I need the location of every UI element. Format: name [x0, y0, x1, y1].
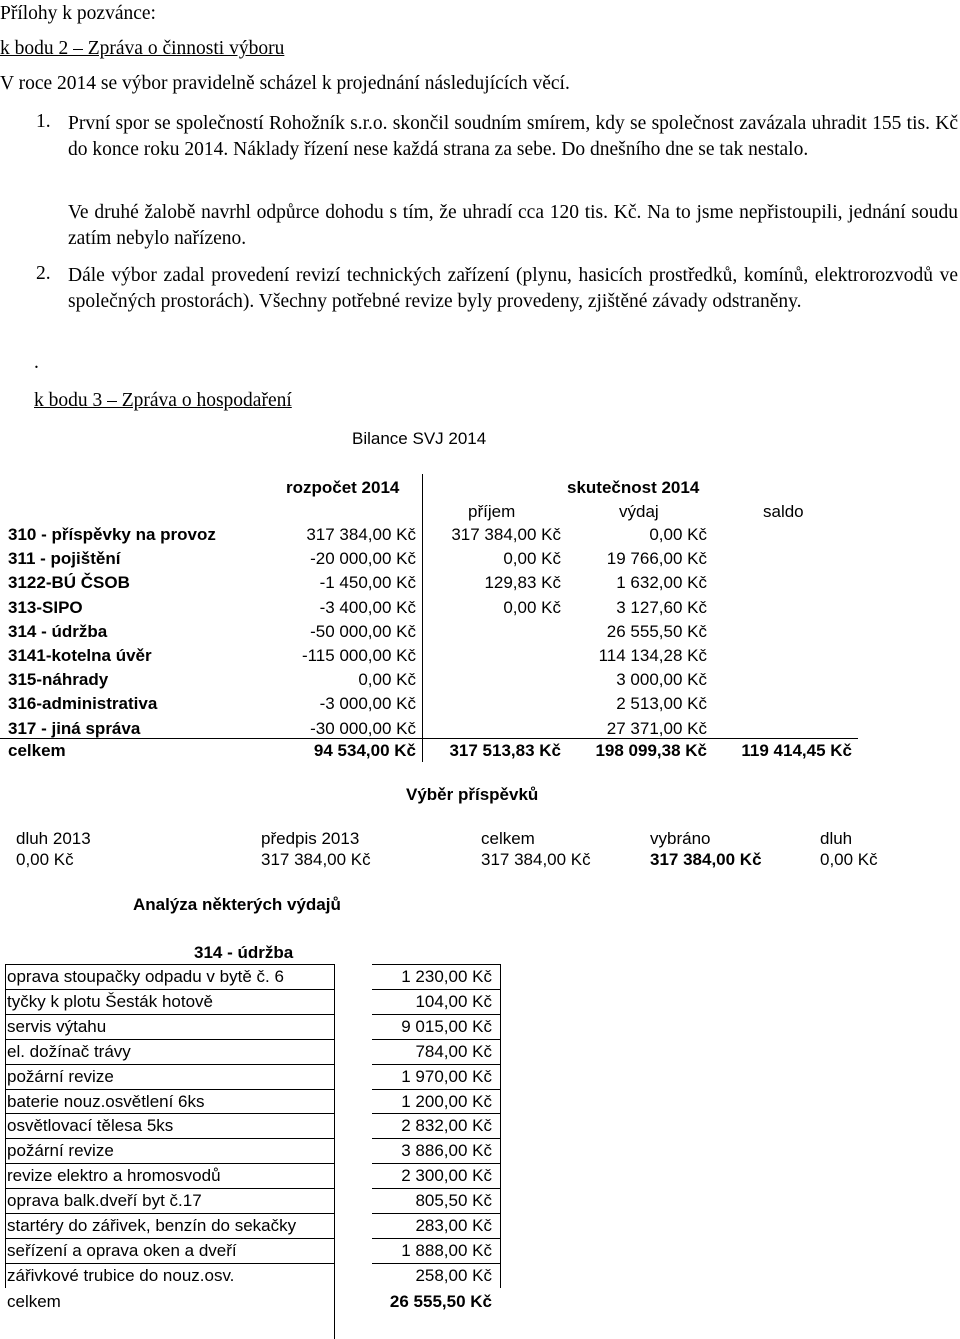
bilance-row-label: 3141-kotelna úvěr: [8, 646, 152, 665]
col-expense-header: výdaj: [619, 502, 659, 521]
bilance-row-expense: 2 513,00 Kč: [616, 694, 707, 713]
analyza-total-value: 26 555,50 Kč: [389, 1292, 492, 1311]
section2-heading: k bodu 2 – Zpráva o činnosti výboru: [0, 38, 285, 59]
bilance-row-expense: 3 000,00 Kč: [616, 670, 707, 689]
bilance-row-expense: 19 766,00 Kč: [606, 549, 707, 568]
analyza-item-name: tyčky k plotu Šesták hotově: [7, 992, 213, 1011]
bilance-row-budget: 0,00 Kč: [358, 670, 416, 689]
vyber-header: předpis 2013: [261, 829, 360, 848]
total-label: celkem: [8, 741, 66, 760]
vyber-header: celkem: [481, 829, 535, 848]
col-saldo-header: saldo: [763, 502, 804, 521]
vyber-value: 317 384,00 Kč: [481, 850, 591, 869]
page-title: Přílohy k pozvánce:: [0, 3, 156, 24]
bilance-row-expense: 27 371,00 Kč: [606, 719, 707, 738]
bilance-row-expense: 114 134,28 Kč: [598, 646, 707, 665]
bilance-row-income: 0,00 Kč: [503, 549, 561, 568]
analyza-subtitle: 314 - údržba: [194, 943, 294, 962]
item-number: 2.: [36, 263, 51, 284]
analyza-total-row: [7, 1289, 493, 1314]
analyza-item-value: 283,00 Kč: [415, 1216, 492, 1235]
analyza-row: [7, 1064, 493, 1089]
item-text: První spor se společností Rohožník s.r.o. skončil soudním smírem, kdy se společnost zavázala uhradit 155 tis. Kč do konce roku 2014. Náklady řízení nese každá strana za sebe. Do dnešního dne se tak nestalo.: [68, 113, 958, 160]
bilance-row-expense: 0,00 Kč: [649, 525, 707, 544]
bilance-row-label: 315-náhrady: [8, 670, 109, 689]
table-divider: [422, 474, 423, 762]
analyza-row: [7, 1014, 493, 1039]
analyza-item-name: el. dožínač trávy: [7, 1042, 131, 1061]
bilance-row-income: 0,00 Kč: [503, 598, 561, 617]
total-income: 317 513,83 Kč: [449, 741, 561, 760]
analyza-row: [7, 1263, 493, 1288]
item-number: 1.: [36, 111, 51, 132]
bilance-row-label: 317 - jiná správa: [8, 719, 141, 738]
analyza-row: [7, 964, 493, 989]
bilance-row-income: 129,83 Kč: [484, 573, 561, 592]
analyza-item-name: oprava stoupačky odpadu v bytě č. 6: [7, 967, 284, 986]
vyber-value: 317 384,00 Kč: [650, 850, 762, 869]
analyza-item-value: 2 832,00 Kč: [401, 1116, 492, 1135]
analyza-item-name: startéry do zářivek, benzín do sekačky: [7, 1216, 297, 1235]
analyza-row: [7, 1163, 493, 1188]
analyza-item-value: 2 300,00 Kč: [401, 1166, 492, 1185]
bilance-row-budget: -3 000,00 Kč: [319, 694, 416, 713]
bilance-row-budget: -3 400,00 Kč: [319, 598, 416, 617]
bilance-row-label: 311 - pojištění: [8, 549, 121, 568]
analyza-item-value: 1 230,00 Kč: [401, 967, 492, 986]
analyza-item-value: 1 888,00 Kč: [401, 1241, 492, 1260]
bilance-row-budget: -30 000,00 Kč: [310, 719, 416, 738]
analyza-row: [7, 1213, 493, 1238]
bilance-row-income: 317 384,00 Kč: [451, 525, 561, 544]
bilance-row-budget: -20 000,00 Kč: [310, 549, 416, 568]
intro-text: V roce 2014 se výbor pravidelně scházel k projednání následujících věcí.: [0, 73, 570, 94]
item-subtext: Ve druhé žalobě navrhl odpůrce dohodu s tím, že uhradí cca 120 tis. Kč. Na to jsme nepřistoupili, jednání soudu zatím nebylo nařízeno.: [68, 202, 958, 249]
analyza-item-name: baterie nouz.osvětlení 6ks: [7, 1092, 205, 1111]
bilance-row-label: 314 - údržba: [8, 622, 108, 641]
total-expense: 198 099,38 Kč: [595, 741, 707, 760]
analyza-total-label: celkem: [7, 1292, 61, 1311]
analyza-item-name: zářivkové trubice do nouz.osv.: [7, 1266, 235, 1285]
vyber-header: dluh 2013: [16, 829, 91, 848]
vyber-value: 0,00 Kč: [16, 850, 74, 869]
analyza-row: [7, 1089, 493, 1114]
col-actual-header: skutečnost 2014: [567, 478, 700, 497]
analyza-item-value: 1 970,00 Kč: [401, 1067, 492, 1086]
analyza-row: [7, 1113, 493, 1138]
analyza-item-value: 784,00 Kč: [415, 1042, 492, 1061]
bilance-row-budget: -1 450,00 Kč: [319, 573, 416, 592]
analyza-row: [7, 1138, 493, 1163]
bilance-row-expense: 1 632,00 Kč: [616, 573, 707, 592]
bilance-row-label: 3122-BÚ ČSOB: [8, 573, 130, 592]
stray-dot: .: [34, 352, 39, 373]
bilance-row-label: 310 - příspěvky na provoz: [8, 525, 216, 544]
bilance-row-budget: -115 000,00 Kč: [301, 646, 416, 665]
bilance-row-expense: 26 555,50 Kč: [606, 622, 707, 641]
analyza-item-name: servis výtahu: [7, 1017, 107, 1036]
analyza-row: [7, 989, 493, 1014]
vyber-value: 0,00 Kč: [820, 850, 878, 869]
total-budget: 94 534,00 Kč: [313, 741, 416, 760]
analyza-item-name: revize elektro a hromosvodů: [7, 1166, 221, 1185]
item-text: Dále výbor zadal provedení revizí technických zařízení (plynu, hasicích prostředků, komínů, elektrorozvodů ve společných prostorách). Všechny potřebné revize byly provedeny, zjištěné závady odstraněny.: [68, 265, 958, 312]
bilance-row-budget: 317 384,00 Kč: [306, 525, 416, 544]
bilance-row-budget: -50 000,00 Kč: [310, 622, 416, 641]
bilance-row-label: 313-SIPO: [8, 598, 83, 617]
analyza-row: [7, 1039, 493, 1064]
col-income-header: příjem: [468, 502, 516, 521]
analyza-item-value: 9 015,00 Kč: [401, 1017, 492, 1036]
section3-heading: k bodu 3 – Zpráva o hospodaření: [34, 390, 292, 411]
analyza-row: [7, 1188, 493, 1213]
vyber-title: Výběr příspěvků: [406, 785, 539, 804]
analyza-title: Analýza některých výdajů: [133, 895, 341, 914]
analyza-item-value: 104,00 Kč: [415, 992, 492, 1011]
analyza-item-name: oprava balk.dveří byt č.17: [7, 1191, 202, 1210]
vyber-header: vybráno: [650, 829, 711, 848]
vyber-header: dluh: [820, 829, 853, 848]
analyza-item-value: 3 886,00 Kč: [401, 1141, 492, 1160]
analyza-item-value: 1 200,00 Kč: [401, 1092, 492, 1111]
analyza-item-value: 805,50 Kč: [415, 1191, 492, 1210]
analyza-item-name: požární revize: [7, 1067, 114, 1086]
col-budget-header: rozpočet 2014: [286, 478, 400, 497]
analyza-item-name: požární revize: [7, 1141, 114, 1160]
analyza-item-name: osvětlovací tělesa 5ks: [7, 1116, 174, 1135]
bilance-row-expense: 3 127,60 Kč: [616, 598, 707, 617]
analyza-item-value: 258,00 Kč: [415, 1266, 492, 1285]
analyza-row: [7, 1238, 493, 1263]
bilance-title: Bilance SVJ 2014: [352, 429, 487, 448]
bilance-row-label: 316-administrativa: [8, 694, 158, 713]
analyza-item-name: seřízení a oprava oken a dveří: [7, 1241, 237, 1260]
vyber-value: 317 384,00 Kč: [261, 850, 371, 869]
total-saldo: 119 414,45 Kč: [741, 741, 852, 760]
